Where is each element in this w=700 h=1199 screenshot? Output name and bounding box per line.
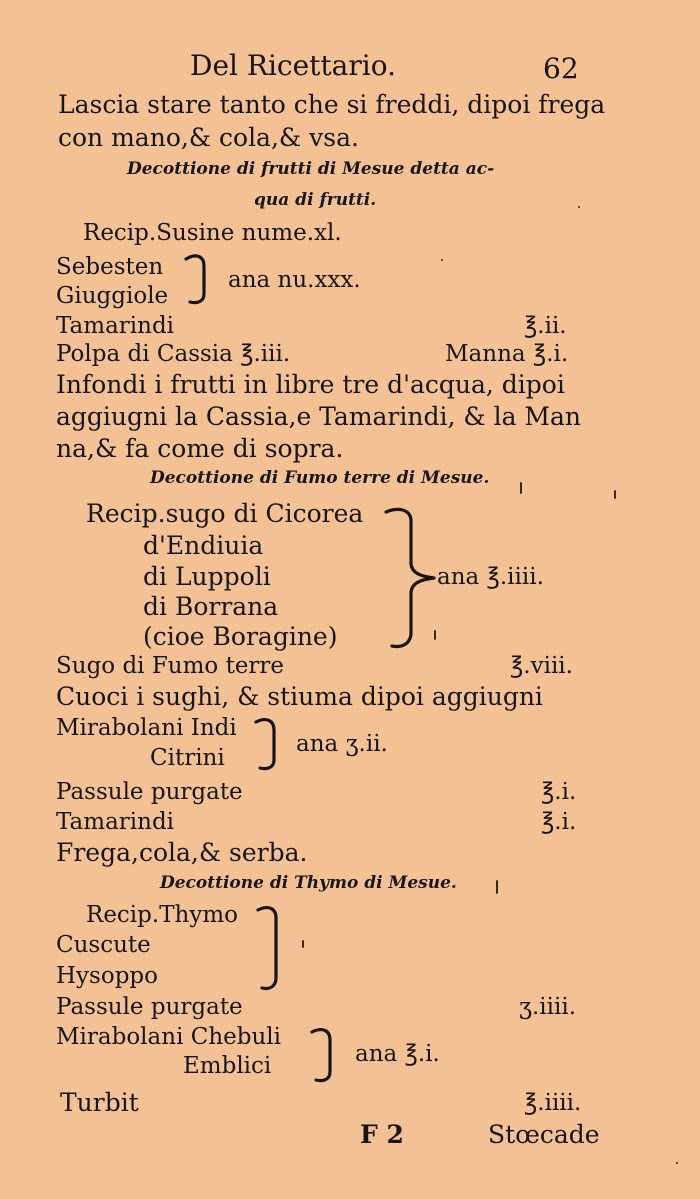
ink-speck xyxy=(520,482,522,494)
ingredient: Giuggiole xyxy=(56,283,169,309)
catchword: Stœcade xyxy=(488,1120,600,1149)
ingredient: Passule purgate xyxy=(56,779,243,805)
brace-icon xyxy=(310,1026,340,1086)
dose: ʒ.iiii. xyxy=(519,994,577,1020)
brace-icon xyxy=(382,506,438,654)
dose: ana ℥.i. xyxy=(355,1041,440,1067)
section-title: Decottione di Thymo di Mesue. xyxy=(160,873,457,893)
ingredient: Recip.Thymo xyxy=(86,902,239,928)
ingredient: Mirabolani Indi xyxy=(56,715,237,741)
dose: ℥.i. xyxy=(541,809,577,835)
ingredient: Passule purgate xyxy=(56,994,243,1020)
ingredient: di Luppoli xyxy=(143,562,271,591)
dose: ana ℥.iiii. xyxy=(437,564,544,590)
dose: ana ʒ.ii. xyxy=(296,731,388,757)
signature-mark: F 2 xyxy=(360,1120,404,1149)
section-title: Decottione di frutti di Mesue detta ac- xyxy=(127,159,495,179)
ingredient: Manna ℥.i. xyxy=(445,341,569,367)
ingredient: Recip.sugo di Cicorea xyxy=(86,499,364,528)
page-title: Del Ricettario. xyxy=(190,49,396,82)
ingredient: Tamarindi xyxy=(56,809,175,835)
ink-speck xyxy=(676,1162,678,1164)
dose: ℥.ii. xyxy=(524,313,567,339)
text-line: Infondi i frutti in libre tre d'acqua, dipoi xyxy=(56,370,565,399)
brace-icon xyxy=(254,716,284,774)
section-title: Decottione di Fumo terre di Mesue. xyxy=(150,468,490,488)
ingredient: Tamarindi xyxy=(56,313,175,339)
dose: ℥.iiii. xyxy=(524,1090,582,1116)
brace-icon xyxy=(256,904,286,994)
brace-icon xyxy=(184,252,214,308)
text-line: aggiugni la Cassia,e Tamarindi, & la Man xyxy=(56,402,582,431)
ingredient: Polpa di Cassia ℥.iii. xyxy=(56,341,291,367)
ink-speck xyxy=(578,206,580,208)
recipe-line: Recip.Susine nume.xl. xyxy=(83,220,342,246)
ingredient: Hysoppo xyxy=(56,963,158,989)
ink-speck xyxy=(441,259,443,261)
ink-speck xyxy=(614,490,616,499)
text-line: Lascia stare tanto che si freddi, dipoi frega xyxy=(58,90,606,119)
ink-speck xyxy=(434,630,436,640)
ingredient: Sebesten xyxy=(56,254,164,280)
ingredient: Mirabolani Chebuli xyxy=(56,1024,282,1050)
text-line: con mano,& cola,& vsa. xyxy=(58,123,359,152)
ingredient: Cuscute xyxy=(56,932,151,958)
ingredient: Sugo di Fumo terre xyxy=(56,653,285,679)
text-line: na,& fa come di sopra. xyxy=(56,434,344,463)
ink-speck xyxy=(496,880,498,894)
page-number: 62 xyxy=(543,52,579,85)
ingredient: Turbit xyxy=(60,1088,139,1117)
ingredient: d'Endiuia xyxy=(143,531,264,560)
dose: ℥.i. xyxy=(541,779,577,805)
dose: ana nu.xxx. xyxy=(228,267,361,293)
section-title-cont: qua di frutti. xyxy=(254,190,377,210)
ingredient: (cioe Boragine) xyxy=(143,622,338,651)
ink-speck xyxy=(302,940,304,948)
text-line: Frega,cola,& serba. xyxy=(56,838,308,867)
ingredient: di Borrana xyxy=(143,592,279,621)
ingredient: Emblici xyxy=(183,1053,272,1079)
ingredient: Citrini xyxy=(150,745,225,771)
text-line: Cuoci i sughi, & stiuma dipoi aggiugni xyxy=(56,682,543,711)
dose: ℥.viii. xyxy=(510,653,573,679)
